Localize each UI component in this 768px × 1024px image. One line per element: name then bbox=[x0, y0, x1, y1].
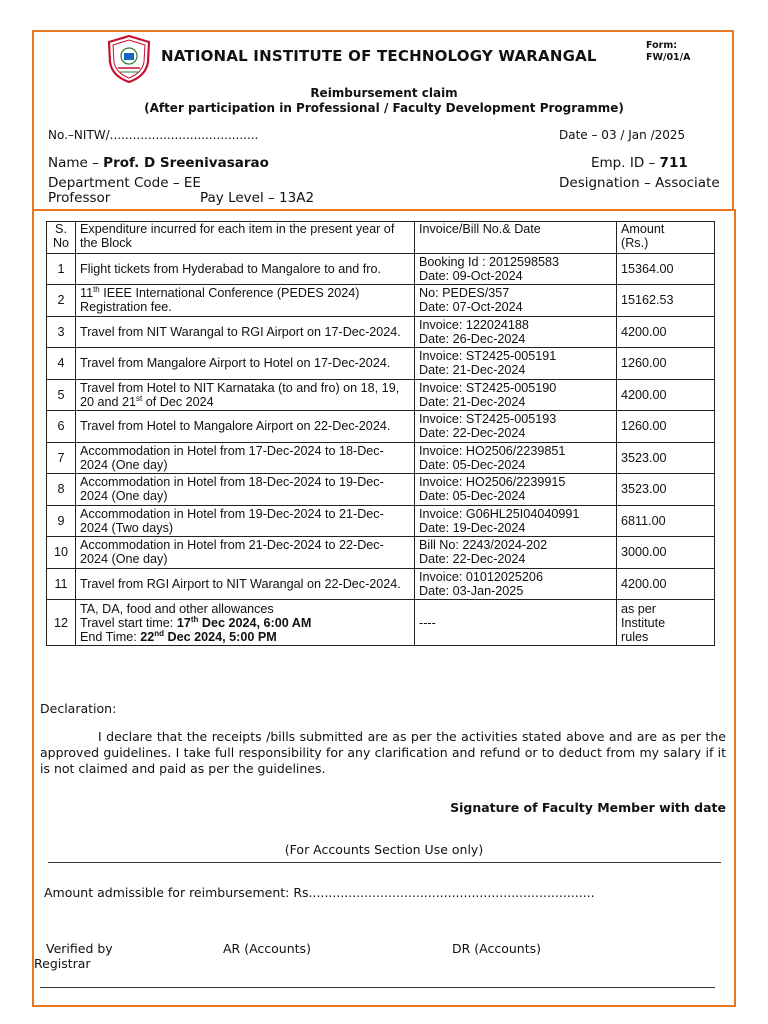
frame-right bbox=[734, 209, 736, 1007]
table-row-allowances: 12 TA, DA, food and other allowances Travel start time: 17th Dec 2024, 6:00 AM End Time: 22nd Dec 2024, 5:00 PM ---- as per Institute rules bbox=[47, 600, 715, 646]
name-line bbox=[48, 155, 269, 171]
form-number bbox=[646, 40, 690, 64]
table-row: 1 Flight tickets from Hyderabad to Mangalore to and fro. Booking Id : 2012598583 Date: 09-Oct-2024 15364.00 bbox=[47, 253, 715, 285]
emp-id-line bbox=[591, 155, 688, 171]
declaration-label: Declaration: bbox=[40, 701, 117, 716]
emp-id: 711 bbox=[659, 155, 688, 171]
table-row: 7 Accommodation in Hotel from 17-Dec-2024 to 18-Dec-2024 (One day) Invoice: HO2506/2239851 Date: 05-Dec-2024 3523.00 bbox=[47, 442, 715, 474]
amount-admissible: Amount admissible for reimbursement: Rs........................................................................ bbox=[44, 885, 595, 900]
registrar: Registrar bbox=[34, 956, 91, 971]
accounts-section-title: (For Accounts Section Use only) bbox=[284, 842, 484, 857]
table-row: 3 Travel from NIT Warangal to RGI Airport on 17-Dec-2024. Invoice: 122024188 Date: 26-Dec-2024 4200.00 bbox=[47, 316, 715, 348]
divider bbox=[48, 862, 721, 863]
form-title: Reimbursement claim bbox=[310, 86, 458, 100]
faculty-name: Prof. D Sreenivasarao bbox=[103, 155, 269, 171]
expenditure-table bbox=[46, 221, 715, 646]
ar-accounts: AR (Accounts) bbox=[223, 941, 311, 956]
form-subtitle: (After participation in Professional / Faculty Development Programme) bbox=[144, 101, 624, 115]
table-row: 10 Accommodation in Hotel from 21-Dec-2024 to 22-Dec-2024 (One day) Bill No: 2243/2024-202 Date: 22-Dec-2024 3000.00 bbox=[47, 537, 715, 569]
name-label: Name – bbox=[48, 155, 104, 171]
form-label: Form: bbox=[646, 40, 678, 51]
dr-accounts: DR (Accounts) bbox=[452, 941, 542, 956]
form-code: FW/01/A bbox=[646, 52, 691, 63]
table-row: 6 Travel from Hotel to Mangalore Airport on 22-Dec-2024. Invoice: ST2425-005193 Date: 22-Dec-2024 1260.00 bbox=[47, 411, 715, 443]
institute-name: NATIONAL INSTITUTE OF TECHNOLOGY WARANGAL bbox=[161, 47, 597, 65]
header-amount: Amount (Rs.) bbox=[617, 222, 715, 254]
divider bbox=[40, 987, 715, 988]
frame-bottom bbox=[32, 1005, 736, 1007]
frame-left bbox=[32, 209, 34, 1007]
header-divider bbox=[32, 209, 736, 211]
pay-level: Pay Level – 13A2 bbox=[200, 190, 315, 206]
table-row: 8 Accommodation in Hotel from 18-Dec-2024 to 19-Dec-2024 (One day) Invoice: HO2506/2239915 Date: 05-Dec-2024 3523.00 bbox=[47, 474, 715, 506]
institute-logo-icon bbox=[104, 34, 154, 84]
header-sn: S. No bbox=[47, 222, 76, 254]
table-row: 9 Accommodation in Hotel from 19-Dec-2024 to 21-Dec-2024 (Two days) Invoice: G06HL25I04040991 Date: 19-Dec-2024 6811.00 bbox=[47, 505, 715, 537]
designation: Designation – Associate bbox=[559, 175, 720, 191]
department-code: Department Code – EE bbox=[48, 175, 201, 191]
reference-number: No.–NITW/....................................... bbox=[48, 128, 259, 142]
verified-by: Verified by bbox=[46, 941, 113, 956]
table-row: 4 Travel from Mangalore Airport to Hotel on 17-Dec-2024. Invoice: ST2425-005191 Date: 21-Dec-2024 1260.00 bbox=[47, 348, 715, 380]
declaration-text: I declare that the receipts /bills submitted are as per the activities stated above and are as per the approved guidelines. I take full responsibility for any clarification and refund or to deduct from my salary if it is not claimed and paid as per the guidelines. bbox=[40, 729, 726, 776]
emp-id-label: Emp. ID – bbox=[591, 155, 660, 171]
claim-date: Date – 03 / Jan /2025 bbox=[559, 128, 686, 142]
header-invoice: Invoice/Bill No.& Date bbox=[415, 222, 617, 254]
table-row: 5 Travel from Hotel to NIT Karnataka (to and fro) on 18, 19, 20 and 21st of Dec 2024 Invoice: ST2425-005190 Date: 21-Dec-2024 4200.00 bbox=[47, 379, 715, 411]
designation-cont: Professor bbox=[48, 190, 111, 206]
table-row: 2 11th IEEE International Conference (PEDES 2024) Registration fee. No: PEDES/357 Date: 07-Oct-2024 15162.53 bbox=[47, 285, 715, 317]
header-expenditure: Expenditure incurred for each item in the present year of the Block bbox=[76, 222, 415, 254]
table-header-row bbox=[47, 222, 715, 254]
table-row: 11 Travel from RGI Airport to NIT Warangal on 22-Dec-2024. Invoice: 01012025206 Date: 03-Jan-2025 4200.00 bbox=[47, 568, 715, 600]
signature-label: Signature of Faculty Member with date bbox=[450, 800, 726, 815]
